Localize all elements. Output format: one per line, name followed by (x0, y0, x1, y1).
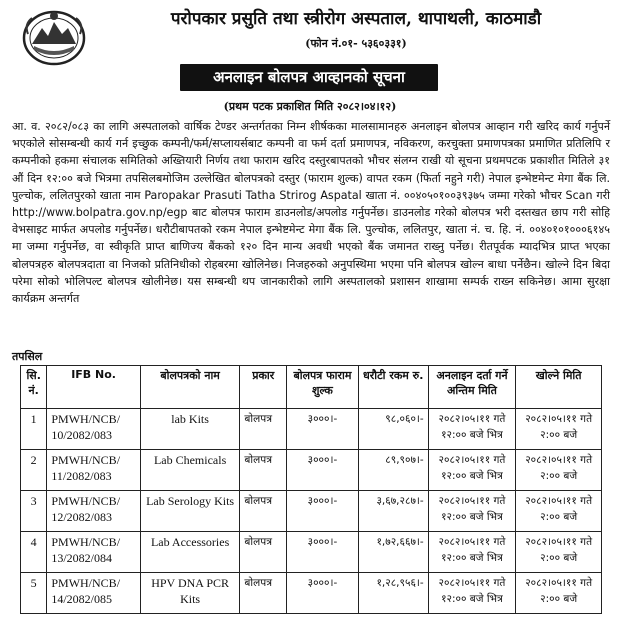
cell-ifb: PMWH/NCB/ 14/2082/085 (47, 573, 140, 614)
header-ifb: IFB No. (47, 366, 140, 409)
cell-opening: २०८२।०५।११ गते २:०० बजे (516, 409, 602, 450)
cell-name: HPV DNA PCR Kits (140, 573, 240, 614)
notice-header (0, 0, 620, 120)
publish-date: (प्रथम पटक प्रकाशित मिति २०८२।०४।१२) (223, 100, 397, 113)
table-row (21, 450, 602, 491)
header-fee: बोलपत्र फाराम शुल्क (287, 366, 359, 409)
cell-opening: २०८२।०५।११ गते २:०० बजे (516, 532, 602, 573)
cell-registration: २०८२।०५।११ गते १२:०० बजे भित्र (428, 409, 516, 450)
cell-sn: 2 (21, 450, 47, 491)
cell-sn: 1 (21, 409, 47, 450)
cell-name: Lab Serology Kits (140, 491, 240, 532)
cell-name: lab Kits (140, 409, 240, 450)
table-row (21, 532, 602, 573)
cell-type: बोलपत्र (240, 491, 287, 532)
cell-registration: २०८२।०५।११ गते १२:०० बजे भित्र (428, 491, 516, 532)
table-row (21, 573, 602, 614)
cell-name: Lab Accessories (140, 532, 240, 573)
cell-deposit: १,२८,९५६।- (358, 573, 428, 614)
nepal-emblem-icon (18, 4, 90, 68)
cell-ifb: PMWH/NCB/ 13/2082/084 (47, 532, 140, 573)
table-row (21, 491, 602, 532)
cell-fee: ३०००।- (287, 573, 359, 614)
cell-fee: ३०००।- (287, 450, 359, 491)
notice-paragraph: आ. व. २०८२/०८३ का लागि अस्पतालको वार्षिक टेण्डर अन्तर्गतका निम्न शीर्षकका मालसामानहरु अनलाइन बोलपत्र आव्हान गरी खरिद कार्य गर्नुपर्ने भएकोले सोसम्बन्धी कार्य गर्न इच्छुक कम्पनी/फर्म/सप्लायर्सबाट कम्पनी वा फर्म दर्ता प्रमाणपत्र, नविकरण, करचुक्ता प्रमाणपत्रका प्रमाणित प्रतिलिपि र कम्पनीको हकमा संचालक समितिको अख्तियारी निर्णय तथा फाराम खरिद दस्तुरबापतको भौचर संलग्न राखी यो सूचना प्रथमपटक प्रकाशीत मितिले ३१ औं दिन १२:०० बजे भित्रमा तपसिलबमोजिम उल्लेखित बोलपत्रको दस्तुर (फाराम शुल्क) वापत रकम (फिर्ता नहुने गरी) नेपाल इन्भेष्टमेन्ट मेगा बैंक लि. पुल्चोक, ललितपुरको खाता नाम Paropakar Prasuti Tatha Strirog Aspatal खाता नं. ००४०५०१००३९३७५ जम्मा गरेको भौचर Scan गरी http://www.bolpatra.gov.np/egp बाट बोलपत्र फाराम डाउनलोड/अपलोड गर्नुपर्नेछ। डाउनलोड गरेको बोलपत्र भरी दस्तखत छाप गरी सोहि वेभसाइट मार्फत अपलोड गर्नुपर्नेछ। धरौटीबापतको रकम नेपाल इन्भेष्टमेन्ट मेगा बैंक लि. पुल्चोक, ललितपुर, खाता नं. च. हि. नं. ००४०१०१०००६१४५ मा जम्मा गर्नुपर्नेछ, वा स्वीकृति प्राप्त बाणिज्य बैंकको १२० दिन मान्य अवधी भएको बैंक जमानत राख्नु पर्नेछ। रीतपूर्वक म्यादभित्र प्राप्त भएका बोलपत्रहरु बोलपत्रदाता वा निजको प्रतिनिधीको रोहबरमा खोलिनेछ। निजहरुको अनुपस्थिमा भएमा पनि बोलपत्र खोल्न बाधा पर्नेछैन। खोल्ने दिन बिदा परेमा सोको भोलिपल्ट बोलपत्र खोलीनेछ। यस सम्बन्धी थप जानकारीको लागि अस्पतालको प्रशासन शाखामा सम्पर्क राख्न सकिनेछ। आमा सुरक्षा कार्यक्रम अन्तर्गत (12, 120, 610, 306)
cell-deposit: ९८,०६०।- (358, 409, 428, 450)
notice-title-banner: अनलाइन बोलपत्र आव्हानको सूचना (180, 64, 438, 91)
table-row (21, 409, 602, 450)
header-opening: खोल्ने मिति (516, 366, 602, 409)
phone-number: (फोन नं.०१- ५३६०३३१) (305, 37, 407, 50)
schedule-label: तपसिल (12, 350, 43, 363)
cell-deposit: ८९,९०७।- (358, 450, 428, 491)
cell-type: बोलपत्र (240, 573, 287, 614)
cell-fee: ३०००।- (287, 409, 359, 450)
cell-registration: २०८२।०५।११ गते १२:०० बजे भित्र (428, 450, 516, 491)
header-deposit: धरौटी रकम रु. (358, 366, 428, 409)
header-type: प्रकार (240, 366, 287, 409)
cell-deposit: १,७२,६६७।- (358, 532, 428, 573)
cell-ifb: PMWH/NCB/ 11/2082/083 (47, 450, 140, 491)
cell-ifb: PMWH/NCB/ 10/2082/083 (47, 409, 140, 450)
cell-fee: ३०००।- (287, 491, 359, 532)
header-registration: अनलाइन दर्ता गर्ने अन्तिम मिति (428, 366, 516, 409)
hospital-name: परोपकार प्रसुति तथा स्त्रीरोग अस्पताल, थापाथली, काठमाडौ (170, 9, 542, 29)
header-sn: सि. नं. (21, 366, 47, 409)
header-name: बोलपत्रको नाम (140, 366, 240, 409)
cell-registration: २०८२।०५।११ गते १२:०० बजे भित्र (428, 573, 516, 614)
table-header-row (21, 366, 602, 409)
cell-sn: 4 (21, 532, 47, 573)
cell-sn: 3 (21, 491, 47, 532)
cell-type: बोलपत्र (240, 532, 287, 573)
tender-table (20, 365, 602, 614)
cell-sn: 5 (21, 573, 47, 614)
cell-ifb: PMWH/NCB/ 12/2082/083 (47, 491, 140, 532)
cell-opening: २०८२।०५।११ गते २:०० बजे (516, 491, 602, 532)
cell-opening: २०८२।०५।११ गते २:०० बजे (516, 450, 602, 491)
cell-deposit: ३,६७,२८७।- (358, 491, 428, 532)
cell-type: बोलपत्र (240, 450, 287, 491)
cell-fee: ३०००।- (287, 532, 359, 573)
cell-registration: २०८२।०५।११ गते १२:०० बजे भित्र (428, 532, 516, 573)
cell-name: Lab Chemicals (140, 450, 240, 491)
cell-opening: २०८२।०५।११ गते २:०० बजे (516, 573, 602, 614)
cell-type: बोलपत्र (240, 409, 287, 450)
